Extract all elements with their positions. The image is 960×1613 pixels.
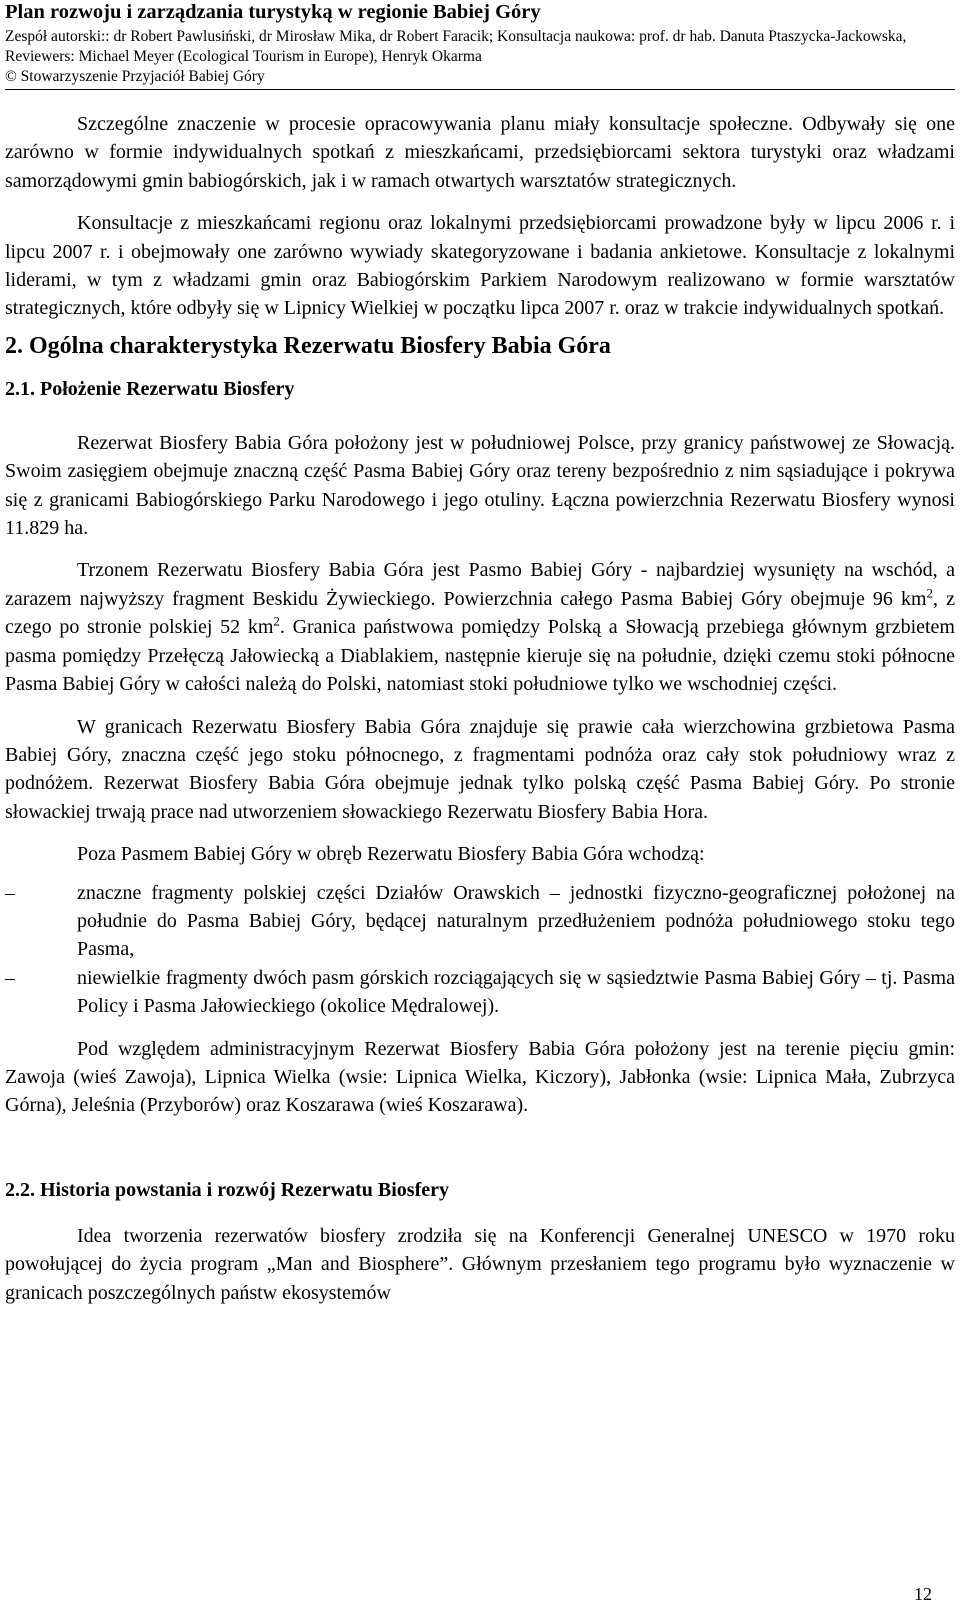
paragraph-history: Idea tworzenia rezerwatów biosfery zrodziła się na Konferencji Generalnej UNESCO w 1970 roku powołującej do życia program „Man and Biosphere”. Głównym przesłaniem tego programu było wyznaczenie w granicach poszczególnych państw ekosystemów [5,1224,955,1304]
paragraph-administrative: Pod względem administracyjnym Rezerwat Biosfery Babia Góra położony jest na terenie pięciu gmin: Zawoja (wieś Zawoja), Lipnica Wielka (wsie: Lipnica Wielka, Kiczory), Jabłonka (wsie: Lipnica Mała, Zubrzyca Górna), Jeleśnia (Przyborów) oraz Koszarawa (wieś Koszarawa). [5,1037,955,1117]
section-heading-2-1: 2.1. Położenie Rezerwatu Biosfery [5,377,295,400]
section-heading-2: 2. Ogólna charakterystyka Rezerwatu Biosfery Babia Góra [5,332,611,359]
document-copyright: © Stowarzyszenie Przyjaciół Babiej Góry [5,68,265,85]
paragraph-boundaries: W granicach Rezerwatu Biosfery Babia Góra znajduje się prawie cała wierzchowina grzbietowa Pasma Babiej Góry, znaczna część jego stoku północnego, z fragmentami podnóża oraz cały stok południowy wraz z podnóżem. Rezerwat Biosfery Babia Góra obejmuje jednak tylko polską część Pasma Babiej Góry. Po stronie słowackiej trwają prace nad utworzeniem słowackiego Rezerwatu Biosfery Babia Hora. [5,715,955,823]
list-item [5,879,955,964]
document-header [5,0,955,90]
paragraph-range-part-a: Trzonem Rezerwatu Biosfery Babia Góra jest Pasmo Babiej Góry - najbardziej wysunięty na wschód, a zarazem najwyższy fragment Beskidu Żywieckiego. Powierzchnia całego Pasma Babiej Góry obejmuje 96 km [5,559,955,610]
dash-list [5,879,955,1021]
dash-bullet: – [5,881,15,904]
paragraph-consultations: Szczególne znaczenie w procesie opracowywania planu miały konsultacje społeczne. Odbywały się one zarówno w formie indywidualnych spotkań z mieszkańcami, przedsiębiorcami sektora turystyki oraz władzami samorządowymi gmin babiogórskich, jak i w ramach otwartych warsztatów strategicznych. [5,113,955,192]
section-heading-2-2: 2.2. Historia powstania i rozwój Rezerwatu Biosfery [5,1178,450,1201]
document-authors: Zespół autorski:: dr Robert Pawlusiński, dr Mirosław Mika, dr Robert Faracik; Konsultacja naukowa: prof. dr hab. Danuta Ptaszycka-Jackowska, Reviewers: Michael Meyer (Ecological Tourism in Europe), Henryk Okarma [5,28,907,65]
paragraph-consultations-details: Konsultacje z mieszkańcami regionu oraz lokalnymi przedsiębiorcami prowadzone były w lipcu 2006 r. i lipcu 2007 r. i obejmowały one zarówno wywiady skategoryzowane i badania ankietowe. Konsultacje z lokalnymi liderami, w tym z władzami gmin oraz Babiogórskim Parkiem Narodowym realizowano w formie warsztatów strategicznych, które odbyły się w Lipnicy Wielkiej w początku lipca 2007 r. oraz w trakcie indywidualnych spotkań. [5,212,955,320]
page-number: 12 [914,1584,932,1604]
superscript-2: 2 [273,613,280,629]
paragraph-location: Rezerwat Biosfery Babia Góra położony jest w południowej Polsce, przy granicy państwowej ze Słowacją. Swoim zasięgiem obejmuje znaczną część Pasma Babiej Góry oraz tereny bezpośrednio z nim sąsiadujące i pokrywa się z granicami Babiogórskiego Parku Narodowego i jego otuliny. Łączna powierzchnia Rezerwatu Biosfery wynosi 11.829 ha. [5,431,955,540]
document-body [5,110,955,1307]
paragraph-range-part-b: , z czego po stronie polskiej 52 km [5,587,955,639]
paragraph-range [5,556,955,698]
list-item-text: znaczne fragmenty polskiej części Działów Orawskich – jednostki fizyczno-geograficznej położonej na południe do Pasma Babiej Góry, będącej naturalnym przedłużeniem podnóża południowego stoku tego Pasma, [77,881,955,961]
paragraph-range-part-c: . Granica państwowa pomiędzy Polską a Słowacją przebiega głównym grzbietem pasma pomiędzy Przełęczą Jałowiecką a Diablakiem, następnie kieruje się na południe, dzięki czemu stoki północne Pasma Babiej Góry w całości należą do Polski, natomiast stoki południowe tylko we wschodniej części. [5,616,955,696]
dash-bullet: – [5,966,15,989]
superscript-1: 2 [926,585,934,601]
paragraph-list-intro: Poza Pasmem Babiej Góry w obręb Rezerwatu Biosfery Babia Góra wchodzą: [77,843,705,866]
list-item-text: niewielkie fragmenty dwóch pasm górskich rozciągających się w sąsiedztwie Pasma Babiej Góry – tj. Pasma Policy i Pasma Jałowieckiego (okolice Mędralowej). [77,966,955,1018]
document-title: Plan rozwoju i zarządzania turystyką w regionie Babiej Góry [5,1,541,23]
list-item [5,964,955,1021]
